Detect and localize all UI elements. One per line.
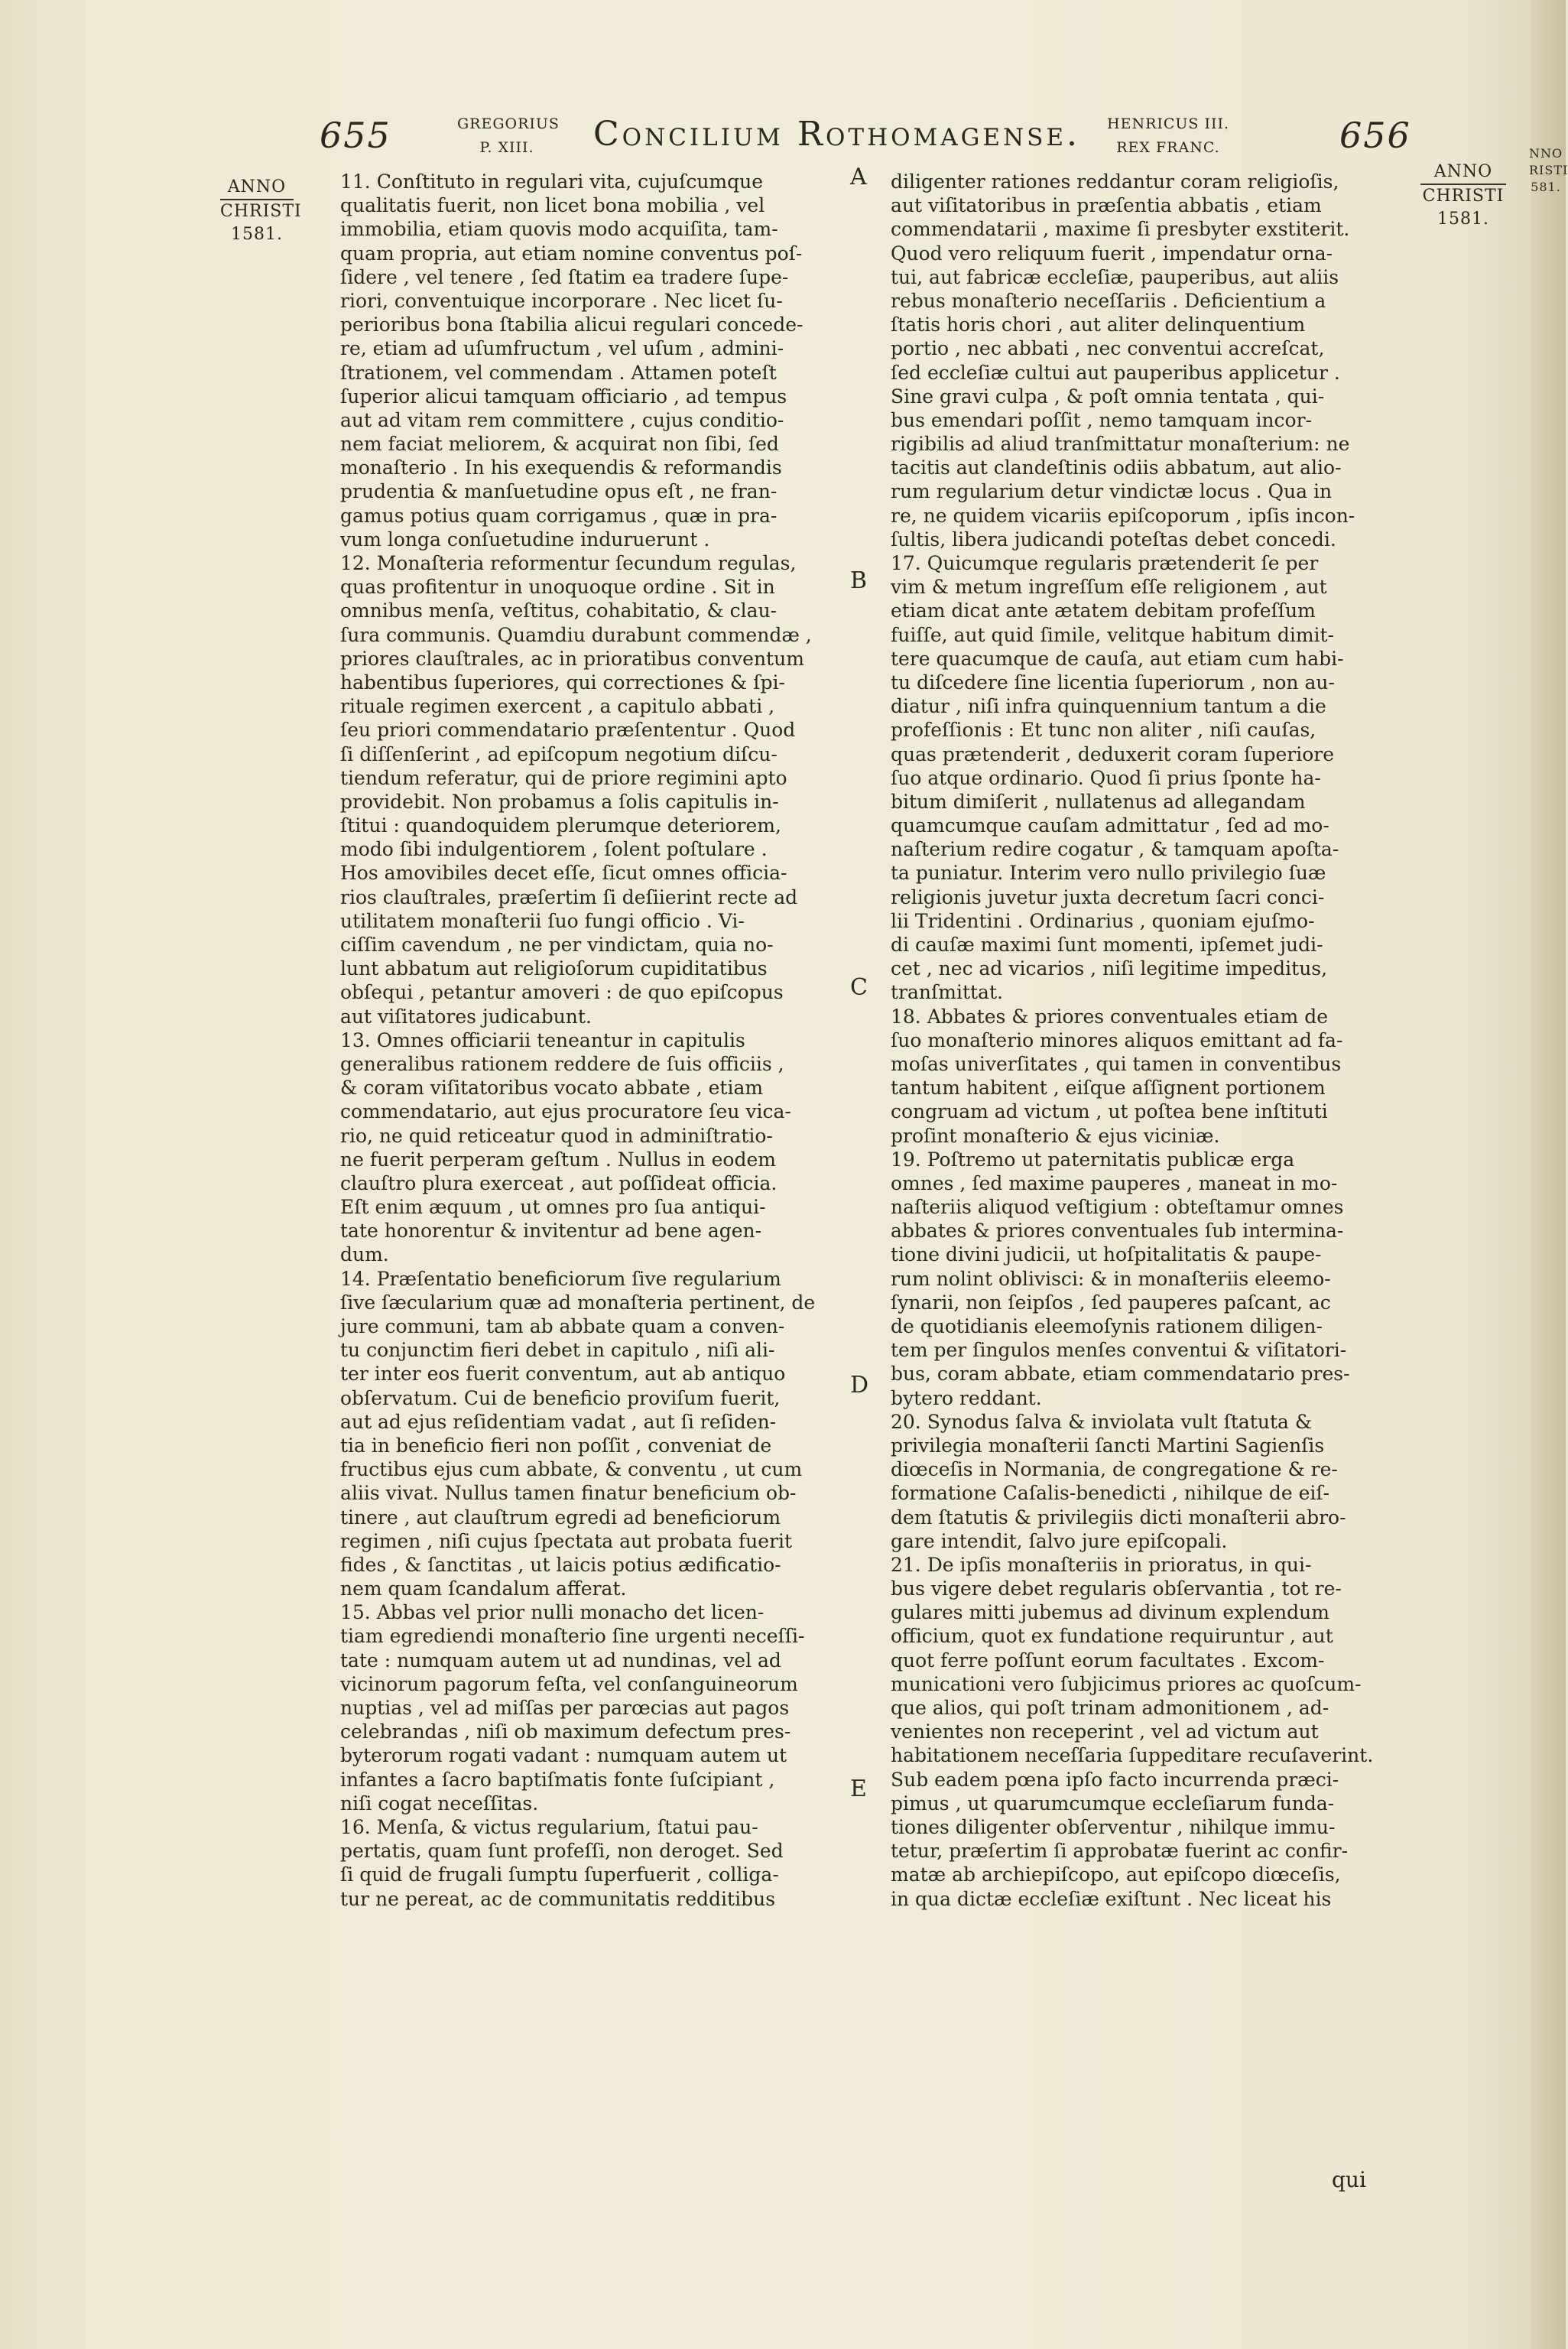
text-line: celebrandas , niſi ob maximum defectum pres-	[340, 1720, 791, 1743]
text-line: 14. Præſentatio beneficiorum ſive regularium	[340, 1267, 781, 1290]
text-line: immobilia, etiam quovis modo acquiſita, tam-	[340, 218, 778, 241]
text-line: ſtatis horis chori , aut aliter delinquentium	[891, 314, 1306, 336]
text-line: formatione Caſalis-benedicti , nihilque de eiſ-	[891, 1482, 1330, 1505]
page-number-left: 655	[320, 115, 391, 156]
text-line: tranſmittat.	[891, 981, 1003, 1004]
text-line: in qua dictæ eccleſiæ exiſtunt . Nec liceat his	[891, 1887, 1332, 1910]
margin-note-line: ANNO	[1420, 161, 1506, 185]
text-line: infantes a ſacro baptiſmatis fonte ſuſcipiant ,	[340, 1768, 775, 1791]
text-line: bitum dimiſerit , nullatenus ad allegandam	[891, 790, 1306, 813]
text-line: quamcumque cauſam admittatur , ſed ad mo-	[891, 814, 1329, 837]
text-line: regimen , niſi cujus ſpectata aut probata fuerit	[340, 1529, 793, 1552]
text-line: cet , nec ad vicarios , niſi legitime impeditus,	[891, 957, 1328, 980]
text-line: tantum habitent , eiſque aſſignent portionem	[891, 1077, 1326, 1100]
text-line: modo ſibi indulgentiorem , ſolent poſtulare .	[340, 838, 768, 861]
text-line: utilitatem monaſterii ſuo fungi officio . Vi-	[340, 909, 745, 932]
text-line: 11. Conſtituto in regulari vita, cujuſcumque	[340, 171, 764, 193]
section-letter-a: A	[850, 164, 867, 190]
margin-note-left	[220, 176, 302, 246]
text-line: tetur, præſertim ſi approbatæ fuerint ac confir-	[891, 1840, 1349, 1863]
text-line: tate honorentur & invitentur ad bene agen-	[340, 1220, 762, 1243]
text-line: ſive ſæcularium quæ ad monaſteria pertinent, de	[340, 1291, 816, 1314]
text-line: Sub eadem pœna ipſo facto incurrenda præci-	[891, 1768, 1339, 1791]
text-column-right	[891, 170, 1388, 1911]
text-line: tia in beneficio fieri non poſſit , conveniat de	[340, 1434, 772, 1457]
text-line: re, etiam ad uſumfructum , vel uſum , admini-	[340, 337, 784, 360]
text-line: nem quam ſcandalum afferat.	[340, 1577, 627, 1600]
margin-note-line: CHRISTI	[1422, 187, 1505, 206]
text-line: rebus monaſterio neceſſariis . Deficientium a	[891, 289, 1326, 312]
text-line: ſura communis. Quamdiu durabunt commendæ ,	[340, 623, 812, 646]
text-line: bus emendari poſſit , nemo tamquam incor-	[891, 408, 1312, 431]
text-line: jure communi, tam ab abbate quam a conven-	[340, 1315, 785, 1337]
text-line: Sine gravi culpa , & poſt omnia tentata , qui-	[891, 385, 1325, 408]
text-line: rio, ne quid reticeatur quod in adminiſtratio-	[340, 1124, 773, 1147]
text-line: 13. Omnes officiarii teneantur in capitulis	[340, 1028, 745, 1051]
text-line: aut ad vitam rem committere , cujus conditio-	[340, 408, 784, 431]
text-line: rum nolint oblivisci: & in monaſteriis eleemo-	[891, 1267, 1331, 1290]
page-title: Concilium Rothomagense.	[593, 115, 1081, 154]
text-line: prudentia & manſuetudine opus eſt , ne fran-	[340, 480, 778, 503]
text-line: ſuo monaſterio minores aliquos emittant ad fa-	[891, 1028, 1343, 1051]
text-line: habentibus ſuperiores, qui correctiones & ſpi-	[340, 671, 785, 694]
text-line: rituale regimen exercent , a capitulo abbati ,	[340, 695, 775, 718]
text-line: quam propria, aut etiam nomine conventus poſ-	[340, 242, 803, 265]
running-head-pope-line: P. XIII.	[479, 139, 534, 157]
text-line: omnibus menſa, veſtitus, cohabitatio, & clau-	[340, 599, 778, 622]
running-head-pope	[457, 115, 560, 162]
text-line: aut viſitatoribus in præſentia abbatis , etiam	[891, 194, 1322, 217]
text-line: lunt abbatum aut religioſorum cupiditatibus	[340, 957, 768, 980]
text-line: naſterium redire cogatur , & tamquam apoſta-	[891, 838, 1339, 861]
text-line: ſultis, libera judicandi poteſtas debet concedi.	[891, 528, 1336, 551]
text-line: clauſtro plura exerceat , aut poſſideat officia.	[340, 1171, 778, 1194]
text-line: tione divini judicii, ut hoſpitalitatis & paupe-	[891, 1243, 1322, 1266]
text-line: aut ad ejus reſidentiam vadat , aut ſi reſiden-	[340, 1410, 777, 1433]
text-line: tere quacumque de cauſa, aut etiam cum habi-	[891, 647, 1344, 670]
text-line: gulares mitti jubemus ad divinum explendum	[891, 1601, 1329, 1624]
text-line: Hos amovibiles decet eſſe, ſicut omnes officia-	[340, 862, 787, 885]
margin-note-line: ANNO	[220, 176, 294, 200]
margin-note-line: 1581.	[1437, 210, 1489, 229]
margin-note-line: NNO	[1529, 146, 1563, 161]
text-line: 12. Monaſteria reformentur ſecundum regulas,	[340, 552, 797, 574]
page-number-right: 656	[1339, 115, 1411, 156]
text-line: Quod vero reliquum fuerit , impendatur orna-	[891, 242, 1333, 265]
running-head-king	[1107, 115, 1229, 162]
text-line: ſtrationem, vel commendam . Attamen poteſt	[340, 361, 777, 384]
text-line: gare intendit, ſalvo jure epiſcopali.	[891, 1529, 1228, 1552]
text-line: tacitis aut clandeſtinis odiis abbatum, aut alio-	[891, 456, 1342, 479]
text-line: naſteriis aliquod veſtigium : obteſtamur omnes	[891, 1196, 1344, 1219]
margin-note-facing-page	[1529, 145, 1568, 196]
catchword: qui	[1332, 2167, 1366, 2192]
text-line: rigibilis ad aliud tranſmittatur monaſterium: ne	[891, 433, 1350, 456]
text-line: re, ne quidem vicariis epiſcoporum , ipſis incon-	[891, 504, 1355, 527]
text-line: omnes , ſed maxime pauperes , maneat in mo-	[891, 1171, 1338, 1194]
text-line: tu conjunctim fieri debet in capitulo , niſi ali-	[340, 1339, 775, 1362]
text-line: obſervatum. Cui de beneficio proviſum fuerit,	[340, 1386, 781, 1409]
text-line: tui, aut fabricæ eccleſiæ, pauperibus, aut aliis	[891, 265, 1339, 288]
text-line: 21. De ipſis monaſteriis in prioratus, in qui-	[891, 1553, 1312, 1576]
section-letter-d: D	[850, 1372, 869, 1399]
text-line: riori, conventuique incorporare . Nec licet ſu-	[340, 289, 783, 312]
text-line: vum longa conſuetudine induruerunt .	[340, 528, 710, 551]
text-line: ſynarii, non ſeipſos , ſed pauperes paſcant, ac	[891, 1291, 1331, 1314]
margin-note-line: RISTI	[1529, 163, 1568, 177]
text-line: tiendum referatur, qui de priore regimini apto	[340, 766, 787, 789]
section-letter-e: E	[850, 1776, 867, 1802]
text-line: perioribus bona ſtabilia alicui regulari concede-	[340, 314, 803, 336]
facing-page-edge	[1531, 0, 1566, 2349]
section-letter-b: B	[850, 567, 868, 594]
text-line: diœceſis in Normania, de congregatione & re-	[891, 1458, 1338, 1481]
text-line: religionis juvetur juxta decretum ſacri conci-	[891, 885, 1325, 908]
margin-note-line: 581.	[1531, 180, 1561, 194]
text-line: ſeu priori commendatario præſententur . Quod	[340, 719, 796, 742]
text-line: tate : numquam autem ut ad nundinas, vel ad	[340, 1649, 781, 1672]
text-line: ne fuerit perperam geſtum . Nullus in eodem	[340, 1148, 776, 1171]
text-line: providebit. Non probamus a ſolis capitulis in-	[340, 790, 779, 813]
text-line: ter inter eos fuerit conventum, aut ab antiquo	[340, 1363, 786, 1386]
text-line: Eſt enim æquum , ut omnes pro ſua antiqui-	[340, 1196, 766, 1219]
text-line: quas prætenderit , deduxerit coram ſuperiore	[891, 742, 1335, 765]
text-line: que alios, qui poſt trinam admonitionem , ad-	[891, 1697, 1329, 1719]
text-line: aut viſitatores judicabunt.	[340, 1005, 592, 1028]
text-line: tinere , aut clauſtrum egredi ad beneficiorum	[340, 1506, 781, 1529]
margin-note-line: CHRISTI	[220, 202, 302, 221]
text-line: 18. Abbates & priores conventuales etiam de	[891, 1005, 1328, 1028]
text-line: tur ne pereat, ac de communitatis redditibus	[340, 1887, 776, 1910]
text-line: generalibus rationem reddere de ſuis officiis ,	[340, 1052, 784, 1075]
text-line: qualitatis fuerit, non licet bona mobilia , vel	[340, 194, 765, 217]
text-line: etiam dicat ante ætatem debitam profeſſum	[891, 599, 1316, 622]
text-line: ta puniatur. Interim vero nullo privilegio ſuæ	[891, 862, 1326, 885]
text-line: dem ſtatutis & privilegiis dicti monaſterii abro-	[891, 1506, 1346, 1529]
margin-note-right	[1420, 161, 1506, 231]
text-line: dum.	[340, 1243, 389, 1266]
text-line: 17. Quicumque regularis prætenderit ſe per	[891, 552, 1319, 574]
text-line: venientes non receperint , vel ad victum aut	[891, 1720, 1319, 1743]
text-line: profeſſionis : Et tunc non aliter , niſi cauſas,	[891, 719, 1316, 742]
text-line: rios clauſtrales, præſertim ſi deſiierint recte ad	[340, 885, 798, 908]
text-line: moſas univerſitates , qui tamen in conventibus	[891, 1052, 1342, 1075]
text-line: tu diſcedere ſine licentia ſuperiorum , non au-	[891, 671, 1335, 694]
text-line: 15. Abbas vel prior nulli monacho det licen-	[340, 1601, 765, 1624]
text-line: habitationem neceſſaria ſuppeditare recuſaverint.	[891, 1744, 1374, 1767]
text-line: fructibus ejus cum abbate, & conventu , ut cum	[340, 1458, 803, 1481]
text-line: pimus , ut quarumcumque eccleſiarum funda-	[891, 1792, 1335, 1815]
text-line: tiam egrediendi monaſterio ſine urgenti neceſſi-	[340, 1625, 805, 1648]
text-line: bus vigere debet regularis obſervantia , tot re-	[891, 1577, 1342, 1600]
text-line: byterorum rogati vadant : numquam autem ut	[340, 1744, 787, 1767]
text-line: bytero reddant.	[891, 1386, 1042, 1409]
text-line: ciſſim cavendum , ne per vindictam, quia no-	[340, 934, 774, 956]
text-line: officium, quot ex fundatione requiruntur , aut	[891, 1625, 1333, 1648]
text-line: ſi diſſenſerint , ad epiſcopum negotium diſcu-	[340, 742, 778, 765]
text-line: quas profitentur in unoquoque ordine . Sit in	[340, 576, 775, 599]
text-line: proſint monaſterio & ejus viciniæ.	[891, 1124, 1220, 1147]
running-head-king-line: HENRICUS III.	[1107, 115, 1230, 132]
text-line: commendatario, aut ejus procuratore ſeu vica-	[340, 1100, 791, 1123]
text-column-left	[340, 170, 837, 1911]
text-line: congruam ad victum , ut poſtea bene inſtituti	[891, 1100, 1328, 1123]
text-line: ſtitui : quandoquidem plerumque deteriorem,	[340, 814, 781, 837]
text-line: di cauſæ maximi ſunt momenti, ipſemet judi-	[891, 934, 1323, 956]
text-line: fuiſſe, aut quid ſimile, velitque habitum dimit-	[891, 623, 1335, 646]
text-line: pertatis, quam ſunt profeſſi, non deroget. Sed	[340, 1840, 784, 1863]
text-line: de quotidianis eleemoſynis rationem diligen-	[891, 1315, 1323, 1337]
text-line: vim & metum ingreſſum eſſe religionem , aut	[891, 576, 1327, 599]
text-line: lii Tridentini . Ordinarius , quoniam ejuſmo-	[891, 909, 1315, 932]
text-line: ſuo atque ordinario. Quod ſi prius ſponte ha-	[891, 766, 1321, 789]
text-line: ſed eccleſiæ cultui aut pauperibus applicetur .	[891, 361, 1340, 384]
text-line: 16. Menſa, & victus regularium, ſtatui pau-	[340, 1815, 758, 1838]
section-letter-c: C	[850, 974, 868, 1001]
text-line: abbates & priores conventuales ſub intermina-	[891, 1220, 1344, 1243]
text-line: bus, coram abbate, etiam commendatario pres-	[891, 1363, 1350, 1386]
text-line: ſuperior alicui tamquam officiario , ad tempus	[340, 385, 787, 408]
text-line: 19. Poſtremo ut paternitatis publicæ erga	[891, 1148, 1295, 1171]
text-line: & coram viſitatoribus vocato abbate , etiam	[340, 1077, 764, 1100]
text-line: portio , nec abbati , nec conventui accreſcat,	[891, 337, 1325, 360]
text-line: nuptias , vel ad miſſas per parœcias aut pagos	[340, 1697, 790, 1719]
text-line: obſequi , petantur amoveri : de quo epiſcopus	[340, 981, 784, 1004]
text-line: fides , & ſanctitas , ut laicis potius ædificatio-	[340, 1553, 781, 1576]
text-line: priores clauſtrales, ac in prioratibus conventum	[340, 647, 804, 670]
text-line: monaſterio . In his exequendis & reformandis	[340, 456, 782, 479]
text-line: matæ ab archiepiſcopo, aut epiſcopo diœceſis,	[891, 1863, 1341, 1886]
text-line: diligenter rationes reddantur coram religioſis,	[891, 171, 1339, 193]
text-line: tiones diligenter obſerventur , nihilque immu-	[891, 1815, 1336, 1838]
text-line: quot ferre poſſunt eorum facultates . Excom-	[891, 1649, 1325, 1672]
running-head-pope-line: GREGORIUS	[457, 115, 560, 132]
text-line: tem per ſingulos menſes conventui & viſitatori-	[891, 1339, 1347, 1362]
text-line: vicinorum pagorum feſta, vel conſanguineorum	[340, 1672, 798, 1695]
margin-note-line: 1581.	[231, 225, 283, 244]
text-line: nem faciat meliorem, & acquirat non ſibi, ſed	[340, 433, 779, 456]
text-line: 20. Synodus ſalva & inviolata vult ſtatuta &	[891, 1410, 1313, 1433]
text-line: diatur , niſi infra quinquennium tantum a die	[891, 695, 1326, 718]
text-line: rum regularium detur vindictæ locus . Qua in	[891, 480, 1333, 503]
text-line: niſi cogat neceſſitas.	[340, 1792, 539, 1815]
text-line: gamus potius quam corrigamus , quæ in pra-	[340, 504, 778, 527]
text-line: commendatarii , maxime ſi presbyter exstiterit.	[891, 218, 1350, 241]
text-line: ſi quid de frugali ſumptu ſuperfuerit , colliga-	[340, 1863, 779, 1886]
text-line: ſidere , vel tenere , ſed ſtatim ea tradere ſupe-	[340, 265, 789, 288]
text-line: privilegia monaſterii ſancti Martini Sagienſis	[891, 1434, 1325, 1457]
text-line: aliis vivat. Nullus tamen finatur beneficium ob-	[340, 1482, 797, 1505]
text-line: municationi vero ſubjicimus priores ac quoſcum-	[891, 1672, 1362, 1695]
running-head-king-line: REX FRANC.	[1116, 139, 1220, 157]
